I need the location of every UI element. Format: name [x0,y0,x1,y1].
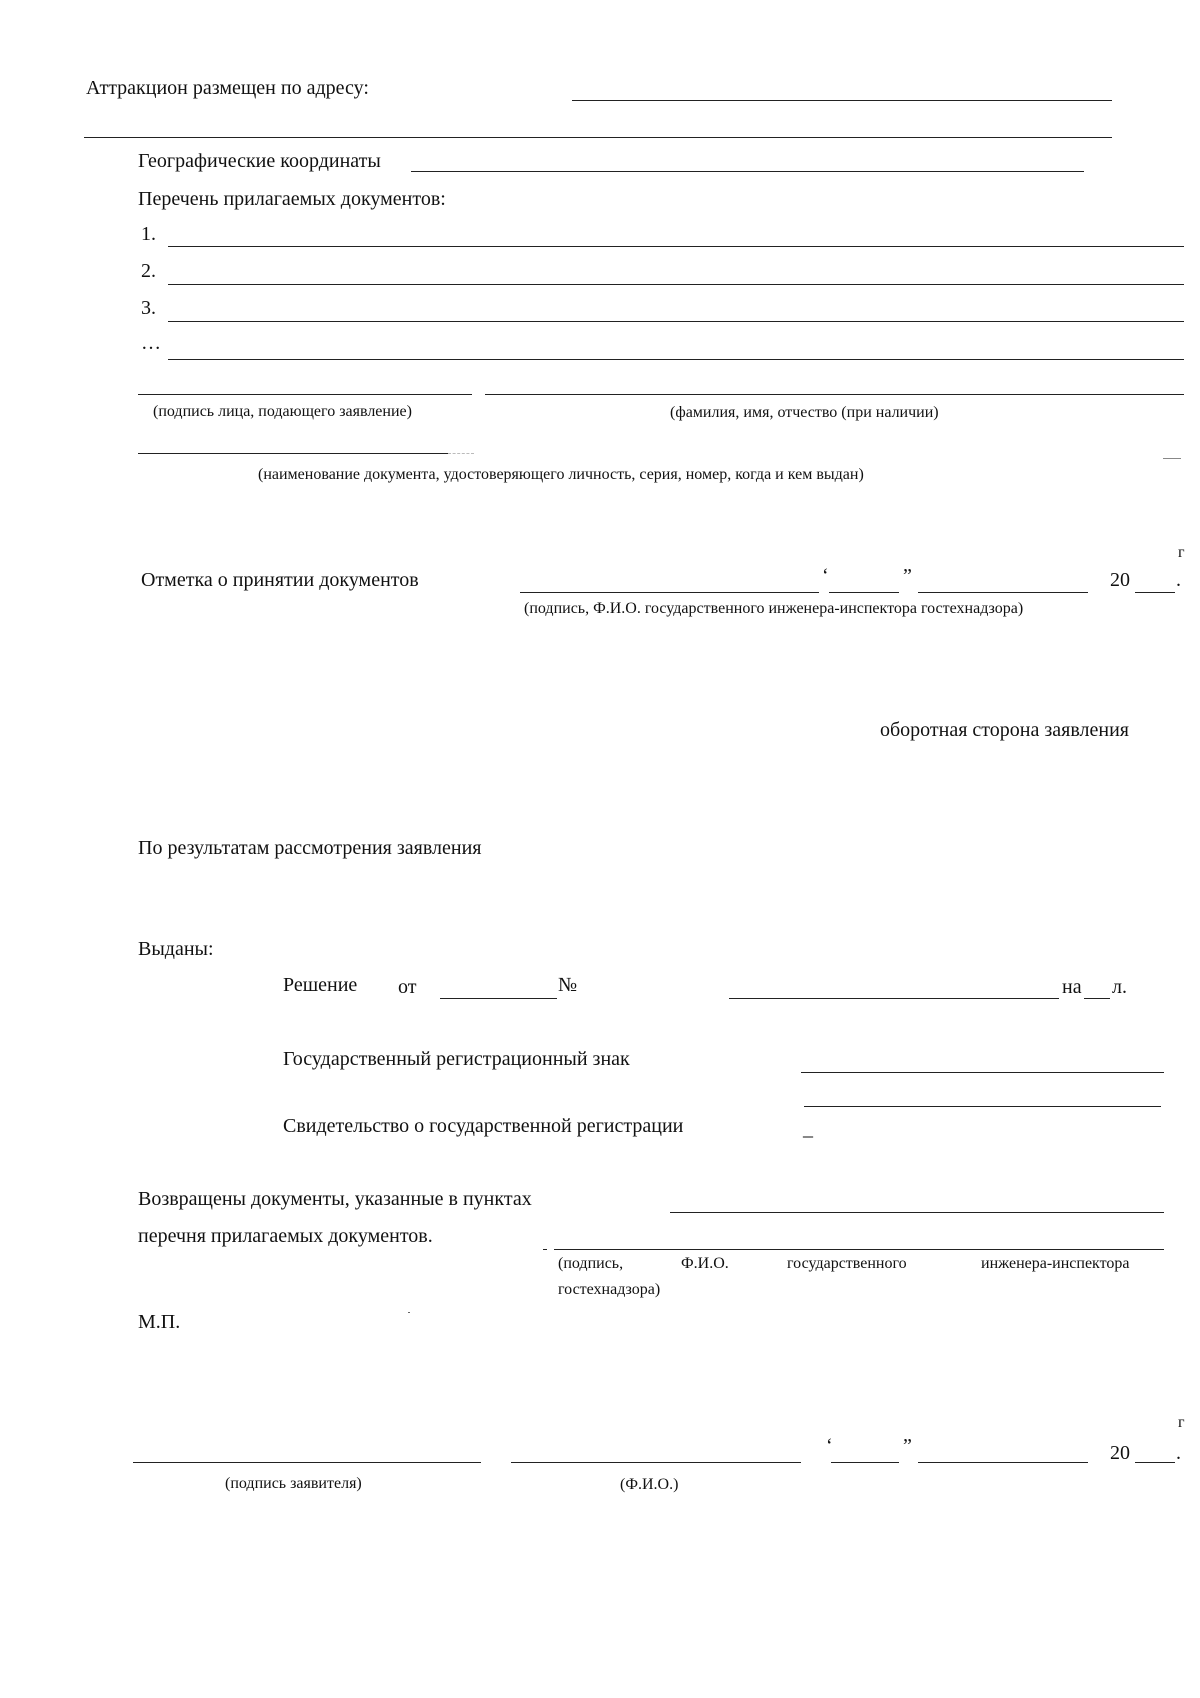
open-quote: ‘ [822,565,829,587]
decision-sheets-field[interactable] [1084,998,1110,999]
signature-caption: (подпись лица, подающего заявление) [153,403,412,420]
document-item-number: … [141,332,161,354]
id-document-field[interactable] [138,453,448,454]
certificate-label: Свидетельство о государственной регистрации [283,1115,684,1137]
applicant-final-signature-field[interactable] [133,1462,481,1463]
document-item-field[interactable] [168,284,1184,285]
fio-caption: (фамилия, имя, отчество (при наличии) [670,404,939,421]
final-close-quote: ” [903,1435,912,1457]
id-document-caption: (наименование документа, удостоверяющего личность, серия, номер, когда и кем выдан) [258,466,864,483]
inspector-caption-word: инженера-инспектора [981,1255,1130,1272]
close-quote: ” [903,565,912,587]
margin-mark: г [1178,544,1185,561]
applicant-final-fio-field[interactable] [511,1462,801,1463]
coordinates-field[interactable] [411,171,1084,172]
returned-label-line-2: перечня прилагаемых документов. [138,1225,433,1247]
acceptance-signature-field[interactable] [520,592,819,593]
certificate-dash: _ [803,1118,813,1140]
results-label: По результатам рассмотрения заявления [138,837,482,859]
document-item-field[interactable] [168,321,1184,322]
year-suffix: . [1176,569,1181,591]
document-item-number: 3. [141,297,156,319]
address-label: Аттракцион размещен по адресу: [86,77,369,99]
acceptance-caption: (подпись, Ф.И.О. государственного инженера-инспектора гостехнадзора) [524,600,1024,617]
acceptance-year-field[interactable] [1135,592,1175,593]
inspector-caption-word: Ф.И.О. [681,1255,729,1272]
margin-mark: г [1178,1414,1185,1431]
plate-field[interactable] [801,1072,1164,1073]
document-item-field[interactable] [168,246,1184,247]
document-item-number: 2. [141,260,156,282]
final-year-prefix: 20 [1110,1442,1130,1464]
inspector-field-dot [543,1249,547,1250]
address-field[interactable] [572,100,1112,101]
acceptance-label: Отметка о принятии документов [141,569,419,591]
scan-dash [1163,458,1181,459]
inspector-caption-word: (подпись, [558,1255,624,1272]
final-year-suffix: . [1176,1442,1181,1464]
decision-number-field[interactable] [729,998,1059,999]
decision-sheets-label: л. [1112,976,1127,998]
decision-from-label: от [398,976,417,998]
acceptance-month-field[interactable] [918,592,1088,593]
scan-speck [408,1312,410,1313]
year-prefix: 20 [1110,569,1130,591]
applicant-fio-caption: (Ф.И.О.) [620,1476,679,1493]
inspector-signature-field[interactable] [554,1249,1164,1250]
decision-label: Решение [283,974,358,996]
address-field-line-2[interactable] [84,137,1112,138]
inspector-caption-word: государственного [787,1255,907,1272]
id-document-field-fade [448,453,474,454]
final-open-quote: ‘ [826,1435,833,1457]
applicant-signature-caption: (подпись заявителя) [225,1475,362,1492]
inspector-caption-line-2: гостехнадзора) [558,1281,661,1298]
final-month-field[interactable] [918,1462,1088,1463]
plate-label: Государственный регистрационный знак [283,1048,630,1070]
returned-items-field[interactable] [670,1212,1164,1213]
document-item-number: 1. [141,223,156,245]
returned-label: Возвращены документы, указанные в пунктах [138,1188,532,1210]
reverse-side-title: оборотная сторона заявления [880,719,1129,741]
final-day-field[interactable] [831,1462,899,1463]
document-item-field[interactable] [168,359,1184,360]
decision-on-label: на [1062,976,1082,998]
coordinates-label: Географические координаты [138,150,381,172]
issued-label: Выданы: [138,938,214,960]
decision-number-sign: № [558,974,578,996]
applicant-signature-field[interactable] [138,394,472,395]
certificate-field[interactable] [804,1106,1161,1107]
final-year-field[interactable] [1135,1462,1175,1463]
documents-list-label: Перечень прилагаемых документов: [138,188,446,210]
decision-date-field[interactable] [440,998,557,999]
stamp-label: М.П. [138,1311,181,1333]
acceptance-day-field[interactable] [829,592,899,593]
applicant-fio-field[interactable] [485,394,1184,395]
